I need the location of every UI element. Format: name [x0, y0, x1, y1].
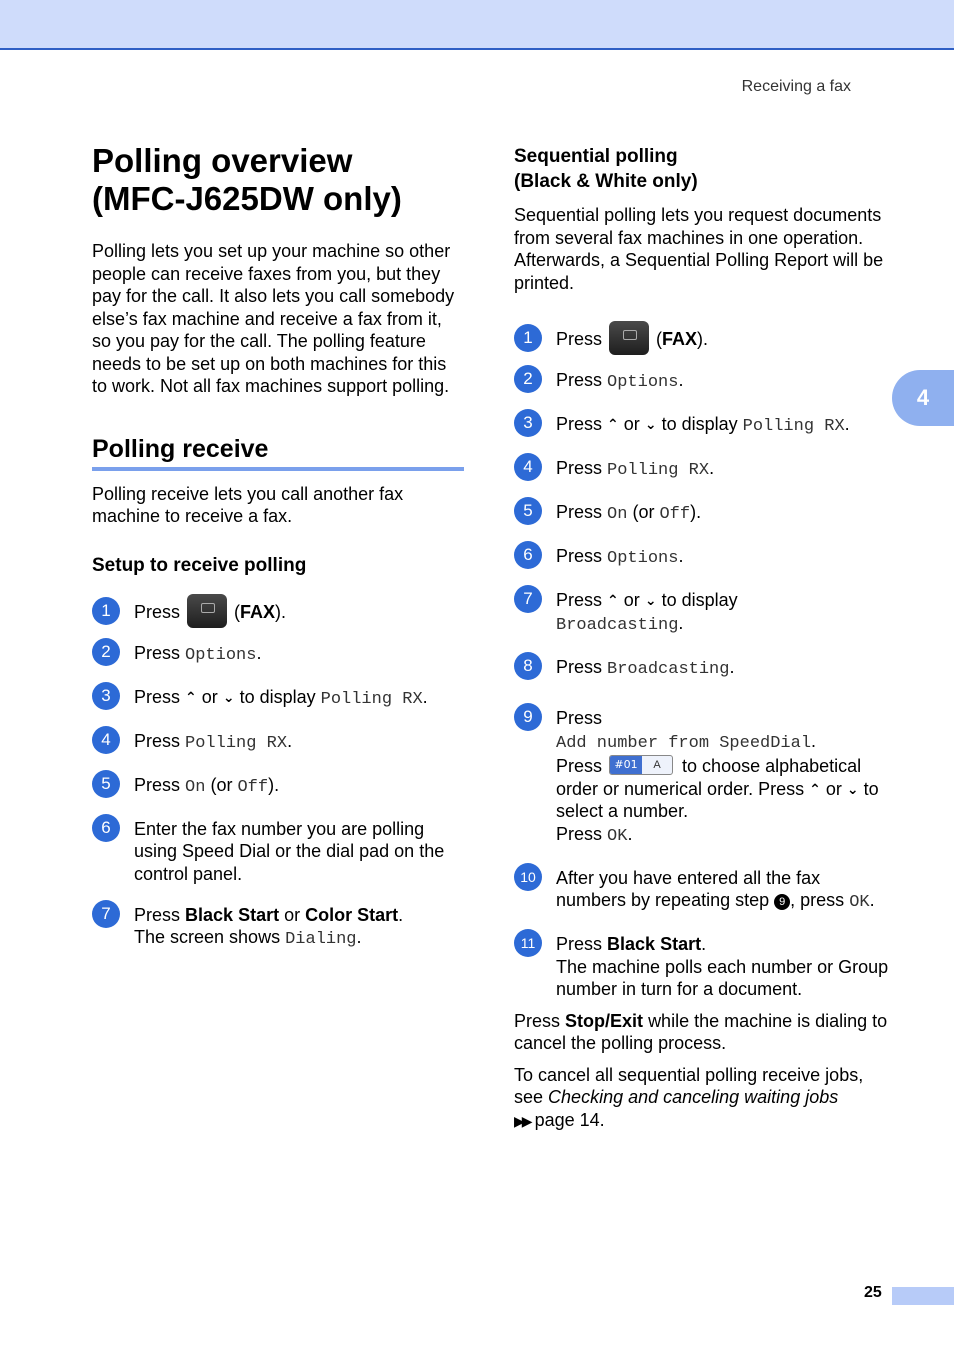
step-item: 5 Press On (or Off). — [92, 774, 464, 800]
lcd-option: Options — [607, 549, 679, 568]
lcd-option: OK — [849, 893, 870, 912]
step-text: The machine polls each number or Group number in turn for a document. — [556, 956, 889, 999]
step-item: 7 Press ⌃ or ⌄ to display Broadcasting. — [514, 589, 890, 637]
chapter-tab: 4 — [892, 370, 954, 426]
lcd-option: On — [607, 505, 628, 524]
fax-icon — [609, 321, 649, 355]
step-number: 6 — [514, 541, 542, 569]
lcd-option: Options — [185, 645, 257, 665]
step-item: 5 Press On (or Off). — [514, 501, 890, 527]
key-name: Color Start — [305, 904, 399, 925]
right-column — [514, 140, 890, 1141]
down-arrow-icon: ⌄ — [644, 592, 657, 608]
subheading: Setup to receive polling — [92, 554, 307, 576]
step-text: Press — [556, 458, 603, 478]
up-arrow-icon: ⌃ — [607, 592, 619, 608]
step-reference: 9 — [774, 894, 790, 910]
sort-alpha-label: A — [653, 759, 661, 772]
key-name: Stop/Exit — [565, 1010, 644, 1031]
step-text: Press — [556, 756, 603, 776]
lcd-option: Polling RX — [742, 417, 845, 436]
step-item: 3 Press ⌃ or ⌄ to display Polling RX. — [92, 686, 464, 712]
lcd-option: OK — [607, 826, 628, 846]
right-intro: Sequential polling lets you request documents from several fax machines in one operation. Afterwards, a Sequential Polling Report will be printed. — [514, 205, 884, 293]
step-text: Press — [134, 904, 181, 925]
step-text: to display — [661, 414, 738, 434]
step-number: 2 — [92, 638, 120, 666]
right-heading-line-2: (Black & White only) — [514, 171, 698, 192]
step-number: 7 — [514, 585, 542, 613]
fax-label: FAX — [240, 601, 276, 622]
step-item — [92, 818, 464, 886]
section-paragraph: Polling receive lets you call another fax machine to receive a fax. — [92, 483, 404, 526]
key-name: Black Start — [607, 934, 702, 954]
step-text: (or — [632, 502, 655, 522]
cross-reference: Checking and canceling waiting jobs — [548, 1087, 839, 1107]
right-steps-list — [514, 328, 890, 1001]
step-item: 1 Press (FAX). — [514, 328, 890, 351]
page-number: 25 — [864, 1284, 882, 1301]
step-text: Press — [556, 590, 603, 610]
title-line-2: (MFC-J625DW only) — [92, 180, 402, 217]
top-band — [0, 0, 954, 50]
down-arrow-icon: ⌄ — [846, 780, 859, 797]
running-head: Receiving a fax — [741, 78, 851, 95]
step-text: Press — [556, 708, 603, 728]
step-text: Press — [556, 329, 603, 349]
step-text: or — [623, 414, 640, 434]
cancel-paragraph — [514, 1064, 890, 1133]
step-number: 5 — [92, 770, 120, 798]
lcd-option: Polling RX — [185, 733, 288, 753]
step-text: Press — [134, 686, 181, 707]
step-text: to display — [239, 686, 316, 707]
step-text: or — [825, 778, 842, 799]
up-arrow-icon: ⌃ — [809, 780, 821, 797]
lcd-option: Broadcasting — [556, 615, 679, 635]
step-item: 3 Press ⌃ or ⌄ to display Polling RX. — [514, 413, 890, 439]
lcd-option: Broadcasting — [607, 659, 730, 679]
step-number: 11 — [514, 929, 542, 957]
step-text: Press — [556, 546, 603, 566]
step-number: 1 — [92, 597, 120, 625]
down-arrow-icon: ⌄ — [644, 416, 657, 432]
right-heading — [514, 144, 890, 194]
up-arrow-icon: ⌃ — [607, 416, 619, 432]
step-text: Press — [134, 730, 181, 751]
down-arrow-icon: ⌄ — [222, 688, 235, 705]
step-text: Enter the fax number you are polling using Speed Dial or the dial pad on the control panel. — [134, 818, 445, 884]
step-item: 4 Press Polling RX. — [92, 730, 464, 756]
step-text: Press — [556, 823, 603, 844]
paragraph-text: page 14. — [534, 1109, 605, 1130]
step-text: Press — [556, 656, 603, 677]
step-item: 2 Press Options. — [514, 369, 890, 395]
step-item: 10 After you have entered all the fax numbers by repeating step 9 , press OK. — [514, 867, 890, 915]
sort-number-label: #01 — [610, 756, 642, 774]
lcd-option: Dialing — [285, 930, 357, 949]
lcd-option: Add number from SpeedDial — [556, 733, 812, 753]
double-arrow-icon: ▶▶ — [514, 1112, 530, 1129]
fax-label: FAX — [662, 329, 698, 349]
step-item: 9 Press Add number from SpeedDial. Press #01 A to choose alphabetical order or numerical order. Press ⌃ or ⌄ to select a number. Press OK. — [514, 707, 890, 848]
step-number: 4 — [514, 453, 542, 481]
step-number: 3 — [514, 409, 542, 437]
step-number: 9 — [514, 703, 542, 731]
lcd-option: Polling RX — [320, 689, 423, 709]
step-text: The screen shows — [134, 927, 281, 947]
title-line-1: Polling overview — [92, 142, 353, 179]
step-text: (or — [210, 774, 233, 795]
step-item: 1 Press (FAX). — [92, 601, 464, 624]
step-number: 4 — [92, 726, 120, 754]
steps-list — [92, 601, 464, 952]
step-item: 7 Press Black Start or Color Start. The screen shows Dialing. — [92, 904, 464, 952]
step-text: Press — [556, 370, 603, 390]
paragraph-text: while the machine is dialing to cancel the polling process. — [514, 1010, 888, 1053]
step-text: Press — [556, 502, 603, 522]
lcd-option: Off — [237, 777, 269, 797]
intro-paragraph: Polling lets you set up your machine so other people can receive faxes from you, but they pay for the call. It also lets you call somebody else’s fax machine and receive a fax from it, so you pay for the call. The polling feature needs to be set up on both machines for this to work. Not all fax machines support polling. — [92, 241, 455, 396]
section-heading: Polling receive — [92, 434, 464, 471]
lcd-option: Options — [607, 373, 679, 392]
paragraph-text: To cancel all sequential polling receive jobs, see — [514, 1064, 864, 1107]
lcd-option: Off — [659, 505, 691, 524]
lcd-option: On — [185, 777, 206, 797]
key-name: Black Start — [185, 904, 280, 925]
step-text: Press — [134, 601, 181, 622]
step-number: 10 — [514, 863, 542, 891]
step-text: or — [284, 904, 301, 925]
step-text: Press — [556, 414, 603, 434]
step-text: to display — [661, 590, 738, 610]
left-column — [92, 140, 464, 970]
footer-bar — [892, 1287, 954, 1305]
step-item: 6 Press Options. — [514, 545, 890, 571]
step-number: 2 — [514, 365, 542, 393]
up-arrow-icon: ⌃ — [185, 688, 197, 705]
right-heading-line-1: Sequential polling — [514, 146, 678, 167]
step-item: 4 Press Polling RX. — [514, 457, 890, 483]
step-text: to choose alphabetical order or numerical order. Press — [556, 756, 862, 799]
step-number: 6 — [92, 814, 120, 842]
lcd-option: Polling RX — [607, 461, 710, 480]
sort-order-button-image — [609, 755, 673, 775]
step-text: or — [201, 686, 218, 707]
step-number: 7 — [92, 900, 120, 928]
step-text: Press — [556, 934, 603, 954]
step-number: 3 — [92, 682, 120, 710]
step-number: 1 — [514, 324, 542, 352]
step-text: After you have entered all the fax numbers by repeating step — [556, 867, 821, 910]
step-item: 8 Press Broadcasting. — [514, 656, 890, 682]
step-text: to select a number. — [556, 778, 879, 821]
page-title — [92, 142, 464, 218]
fax-icon — [187, 594, 227, 628]
step-text: or — [623, 590, 640, 610]
step-text: , press — [790, 890, 845, 910]
step-item: 11 Press Black Start. The machine polls each number or Group number in turn for a document. — [514, 933, 890, 1001]
step-number: 5 — [514, 497, 542, 525]
step-item: 2 Press Options. — [92, 642, 464, 668]
stop-paragraph — [514, 1010, 890, 1055]
step-number: 8 — [514, 652, 542, 680]
step-text: Press — [134, 774, 181, 795]
paragraph-text: Press — [514, 1010, 561, 1031]
step-text: Press — [134, 642, 181, 663]
